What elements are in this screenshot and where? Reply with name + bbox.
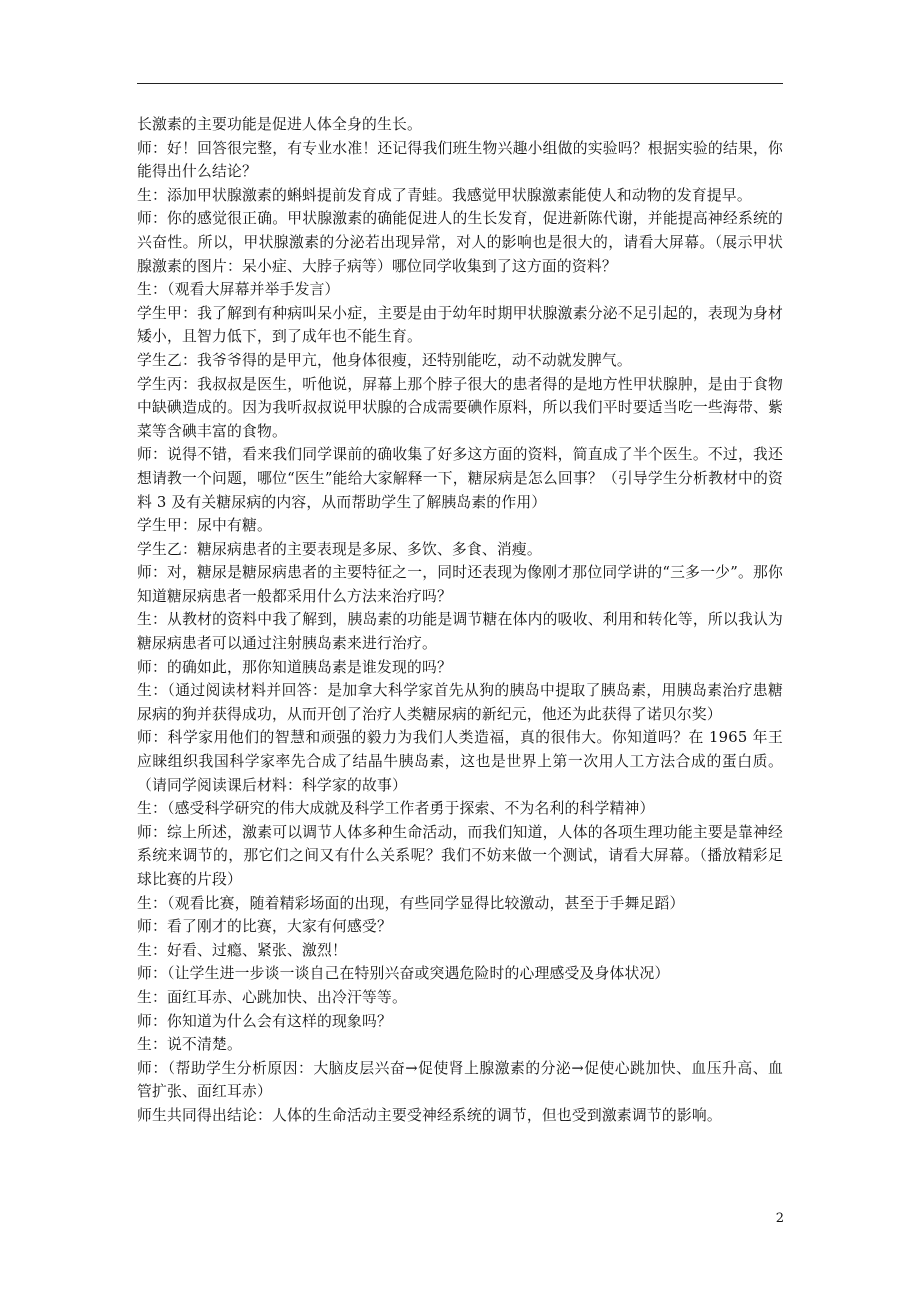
paragraph: 师：说得不错，看来我们同学课前的确收集了好多这方面的资料，简直成了半个医生。不过，我还想请教一个问题，哪位“医生”能给大家解释一下，糖尿病是怎么回事？（引导学生分析教材中的资料 3 及有关糖尿病的内容，从而帮助学生了解胰岛素的作用） — [137, 446, 783, 511]
paragraph: 师：看了刚才的比赛，大家有何感受？ — [137, 918, 392, 936]
paragraph: 长激素的主要功能是促进人体全身的生长。 — [137, 116, 422, 133]
paragraph: 师：你的感觉很正确。甲状腺激素的确能促进人的生长发育，促进新陈代谢，并能提高神经系统的兴奋性。所以，甲状腺激素的分泌若出现异常，对人的影响也是很大的，请看大屏幕。（展示甲状腺激素的图片：呆小症、大脖子病等）哪位同学收集到了这方面的资料？ — [137, 210, 783, 275]
paragraph: 生：好看、过瘾、紧张、激烈！ — [137, 941, 347, 959]
paragraph: 师生共同得出结论：人体的生命活动主要受神经系统的调节，但也受到激素调节的影响。 — [137, 1106, 722, 1124]
paragraph: 师：你知道为什么会有这样的现象吗？ — [137, 1012, 392, 1030]
paragraph: 生：说不清楚。 — [137, 1036, 242, 1054]
paragraph: 师：的确如此，那你知道胰岛素是谁发现的吗？ — [137, 658, 452, 676]
paragraph: 生：（观看大屏幕并举手发言） — [137, 281, 340, 299]
paragraph: 师：（帮助学生分析原因：大脑皮层兴奋→促使肾上腺激素的分泌→促使心跳加快、血压升高、血管扩张、面红耳赤） — [137, 1059, 783, 1101]
paragraph: 师：好！回答很完整，有专业水准！还记得我们班生物兴趣小组做的实验吗？根据实验的结果，你能得出什么结论？ — [137, 139, 783, 181]
paragraph: 生：面红耳赤、心跳加快、出冷汗等等。 — [137, 988, 407, 1006]
header-rule — [137, 83, 783, 84]
paragraph: 生：（通过阅读材料并回答：是加拿大科学家首先从狗的胰岛中提取了胰岛素，用胰岛素治疗患糖尿病的狗并获得成功，从而开创了治疗人类糖尿病的新纪元，他还为此获得了诺贝尔奖） — [137, 682, 783, 723]
paragraph: 生：从教材的资料中我了解到，胰岛素的功能是调节糖在体内的吸收、利用和转化等，所以我认为糖尿病患者可以通过注射胰岛素来进行治疗。 — [137, 611, 783, 653]
paragraph: 师：（让学生进一步谈一谈自己在特别兴奋或突遇危险时的心理感受及身体状况） — [137, 965, 670, 983]
paragraph: 生：添加甲状腺激素的蝌蚪提前发育成了青蛙。我感觉甲状腺激素能使人和动物的发育提早。 — [137, 186, 752, 204]
paragraph: 生：（感受科学研究的伟大成就及科学工作者勇于探索、不为名利的科学精神） — [137, 800, 655, 818]
paragraph: 生：（观看比赛，随着精彩场面的出现，有些同学显得比较激动，甚至于手舞足蹈） — [137, 894, 685, 912]
paragraph: 学生丙：我叔叔是医生，听他说，屏幕上那个脖子很大的患者得的是地方性甲状腺肿，是由于食物中缺碘造成的。因为我听叔叔说甲状腺的合成需要碘作原料，所以我们平时要适当吃一些海带、紫菜等含碘丰富的食物。 — [137, 375, 783, 440]
paragraph: 师：对，糖尿是糖尿病患者的主要特征之一，同时还表现为像刚才那位同学讲的“三多一少”。那你知道糖尿病患者一般都采用什么方法来治疗吗？ — [137, 564, 783, 605]
paragraph: 学生乙：糖尿病患者的主要表现是多尿、多饮、多食、消瘦。 — [137, 540, 542, 558]
paragraph: 学生甲：我了解到有种病叫呆小症，主要是由于幼年时期甲状腺激素分泌不足引起的，表现为身材矮小，且智力低下，到了成年也不能生育。 — [137, 304, 783, 346]
document-body — [137, 113, 783, 1128]
paragraph: 师：综上所述，激素可以调节人体多种生命活动，而我们知道，人体的各项生理功能主要是靠神经系统来调节的，那它们之间又有什么关系呢？我们不妨来做一个测试，请看大屏幕。（播放精彩足球比赛的片段） — [137, 823, 783, 888]
page-number: 2 — [775, 1211, 784, 1226]
paragraph: 学生甲：尿中有糖。 — [137, 517, 272, 535]
paragraph: 师：科学家用他们的智慧和顽强的毅力为我们人类造福，真的很伟大。你知道吗？在 1965 年王应睐组织我国科学家率先合成了结晶牛胰岛素，这也是世界上第一次用人工方法合成的蛋白质。（请同学阅读课后材料：科学家的故事） — [137, 729, 783, 794]
paragraph: 学生乙：我爷爷得的是甲亢，他身体很瘦，还特别能吃，动不动就发脾气。 — [137, 351, 632, 369]
